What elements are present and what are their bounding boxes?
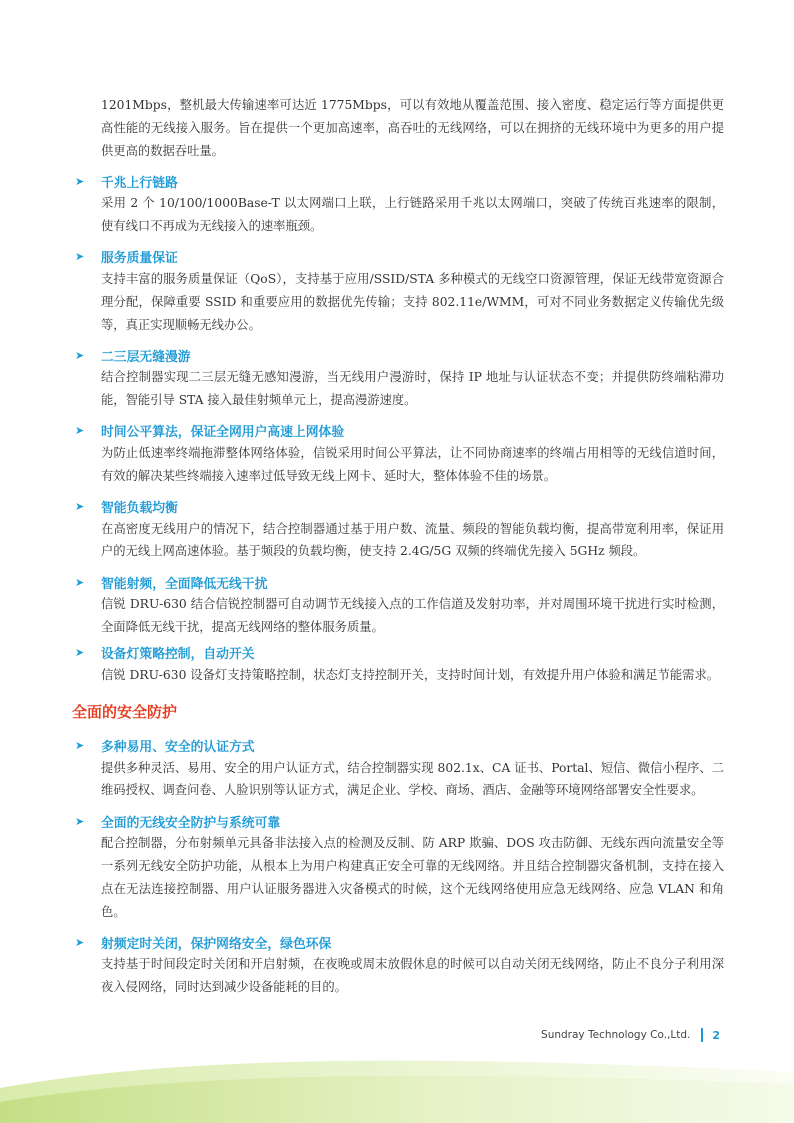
feature-item (72, 571, 724, 639)
feature-title: 二三层无缝漫游 (101, 349, 191, 365)
feature-heading (72, 246, 724, 268)
feature-heading (72, 931, 724, 953)
footer-company-name: Sundray Technology Co.,Ltd. (541, 1029, 691, 1041)
feature-description: 在高密度无线用户的情况下，结合控制器通过基于用户数、流量、频段的智能负载均衡，提高带宽利用率，保证用户的无线上网高速体验。基于频段的负载均衡，使支持 2.4G/5G 双频的终端优先接入 5GHz 频段。 (101, 521, 724, 559)
page-footer (0, 1028, 720, 1042)
arrow-bullet-icon: ➤ (75, 575, 85, 589)
feature-title: 智能射频，全面降低无线干扰 (101, 576, 268, 592)
feature-description: 结合控制器实现二三层无缝无感知漫游，当无线用户漫游时，保持 IP 地址与认证状态不变；并提供防终端粘滞功能，智能引导 STA 接入最佳射频单元上，提高漫游速度。 (101, 370, 724, 408)
feature-item (72, 931, 724, 999)
feature-description: 采用 2 个 10/100/1000Base-T 以太网端口上联，上行链路采用千兆以太网端口，突破了传统百兆速率的限制，使有线口不再成为无线接入的速率瓶颈。 (101, 196, 724, 234)
feature-title: 服务质量保证 (101, 251, 178, 267)
page-number: 2 (712, 1028, 720, 1042)
feature-title: 全面的无线安全防护与系统可靠 (101, 815, 281, 831)
feature-heading (72, 344, 724, 366)
feature-title: 智能负载均衡 (101, 501, 178, 517)
arrow-bullet-icon: ➤ (75, 646, 85, 660)
feature-description: 支持丰富的服务质量保证（QoS），支持基于应用/SSID/STA 多种模式的无线空口资源管理，保证无线带宽资源合理分配，保障重要 SSID 和重要应用的数据优先传输；支持 802.11e/WMM，可对不同业务数据定义传输优先级等，真正实现顺畅无线办公。 (101, 271, 724, 332)
arrow-bullet-icon: ➤ (75, 935, 85, 949)
page-content (72, 94, 724, 999)
feature-heading (72, 420, 724, 442)
feature-item (72, 642, 724, 687)
feature-item (72, 496, 724, 564)
feature-title: 时间公平算法，保证全网用户高速上网体验 (101, 425, 345, 441)
feature-list-security (72, 735, 724, 999)
feature-item (72, 170, 724, 238)
green-wave-decoration (0, 1050, 794, 1123)
arrow-bullet-icon: ➤ (75, 174, 85, 188)
feature-heading (72, 496, 724, 518)
footer-divider (701, 1028, 703, 1042)
feature-description: 信锐 DRU-630 设备灯支持策略控制，状态灯支持控制开关，支持时间计划，有效提升用户体验和满足节能需求。 (101, 667, 720, 682)
feature-title: 多种易用、安全的认证方式 (101, 740, 255, 756)
arrow-bullet-icon: ➤ (75, 348, 85, 362)
feature-description: 为防止低速率终端拖滞整体网络体验，信锐采用时间公平算法，让不同协商速率的终端占用相等的无线信道时间，有效的解决某些终端接入速率过低导致无线上网卡、延时大，整体体验不佳的场景。 (101, 445, 724, 483)
feature-description: 支持基于时间段定时关闭和开启射频，在夜晚或周末放假休息的时候可以自动关闭无线网络，防止不良分子利用深夜入侵网络，同时达到减少设备能耗的目的。 (101, 957, 724, 995)
feature-item (72, 810, 724, 923)
feature-heading (72, 642, 724, 664)
feature-description: 配合控制器，分布射频单元具备非法接入点的检测及反制、防 ARP 欺骗、DOS 攻击防御、无线东西向流量安全等一系列无线安全防护功能，从根本上为用户构建真正安全可靠的无线网络。并且结合控制器灾备机制，支持在接入点在无法连接控制器、用户认证服务器进入灾备模式的时候，这个无线网络使用应急无线网络、应急 VLAN 和角色。 (101, 836, 724, 919)
arrow-bullet-icon: ➤ (75, 739, 85, 753)
feature-description: 提供多种灵活、易用、安全的用户认证方式，结合控制器实现 802.1x、CA 证书、Portal、短信、微信小程序、二维码授权、调查问卷、人脸识别等认证方式，满足企业、学校、商场、酒店、金融等环境网络部署安全性要求。 (101, 760, 724, 798)
arrow-bullet-icon: ➤ (75, 500, 85, 514)
section-title-security: 全面的安全防护 (72, 702, 178, 721)
feature-title: 射频定时关闭，保护网络安全，绿色环保 (101, 936, 332, 952)
intro-paragraph: 1201Mbps，整机最大传输速率可达近 1775Mbps，可以有效地从覆盖范围、接入密度、稳定运行等方面提供更高性能的无线接入服务。旨在提供一个更加高速率，高吞吐的无线网络，可以在拥挤的无线环境中为更多的用户提供更高的数据吞吐量。 (101, 98, 724, 158)
arrow-bullet-icon: ➤ (75, 424, 85, 438)
feature-title: 设备灯策略控制，自动开关 (101, 647, 255, 663)
feature-list-performance (72, 170, 724, 686)
feature-item (72, 344, 724, 412)
feature-item (72, 735, 724, 803)
feature-title: 千兆上行链路 (101, 175, 178, 191)
feature-heading (72, 170, 724, 192)
feature-description: 信锐 DRU-630 结合信锐控制器可自动调节无线接入点的工作信道及发射功率，并对周围环境干扰进行实时检测，全面降低无线干扰，提高无线网络的整体服务质量。 (101, 597, 724, 634)
feature-heading (72, 571, 724, 593)
feature-item (72, 420, 724, 488)
arrow-bullet-icon: ➤ (75, 814, 85, 828)
feature-item (72, 246, 724, 336)
feature-heading (72, 735, 724, 757)
feature-heading (72, 810, 724, 832)
arrow-bullet-icon: ➤ (75, 250, 85, 264)
